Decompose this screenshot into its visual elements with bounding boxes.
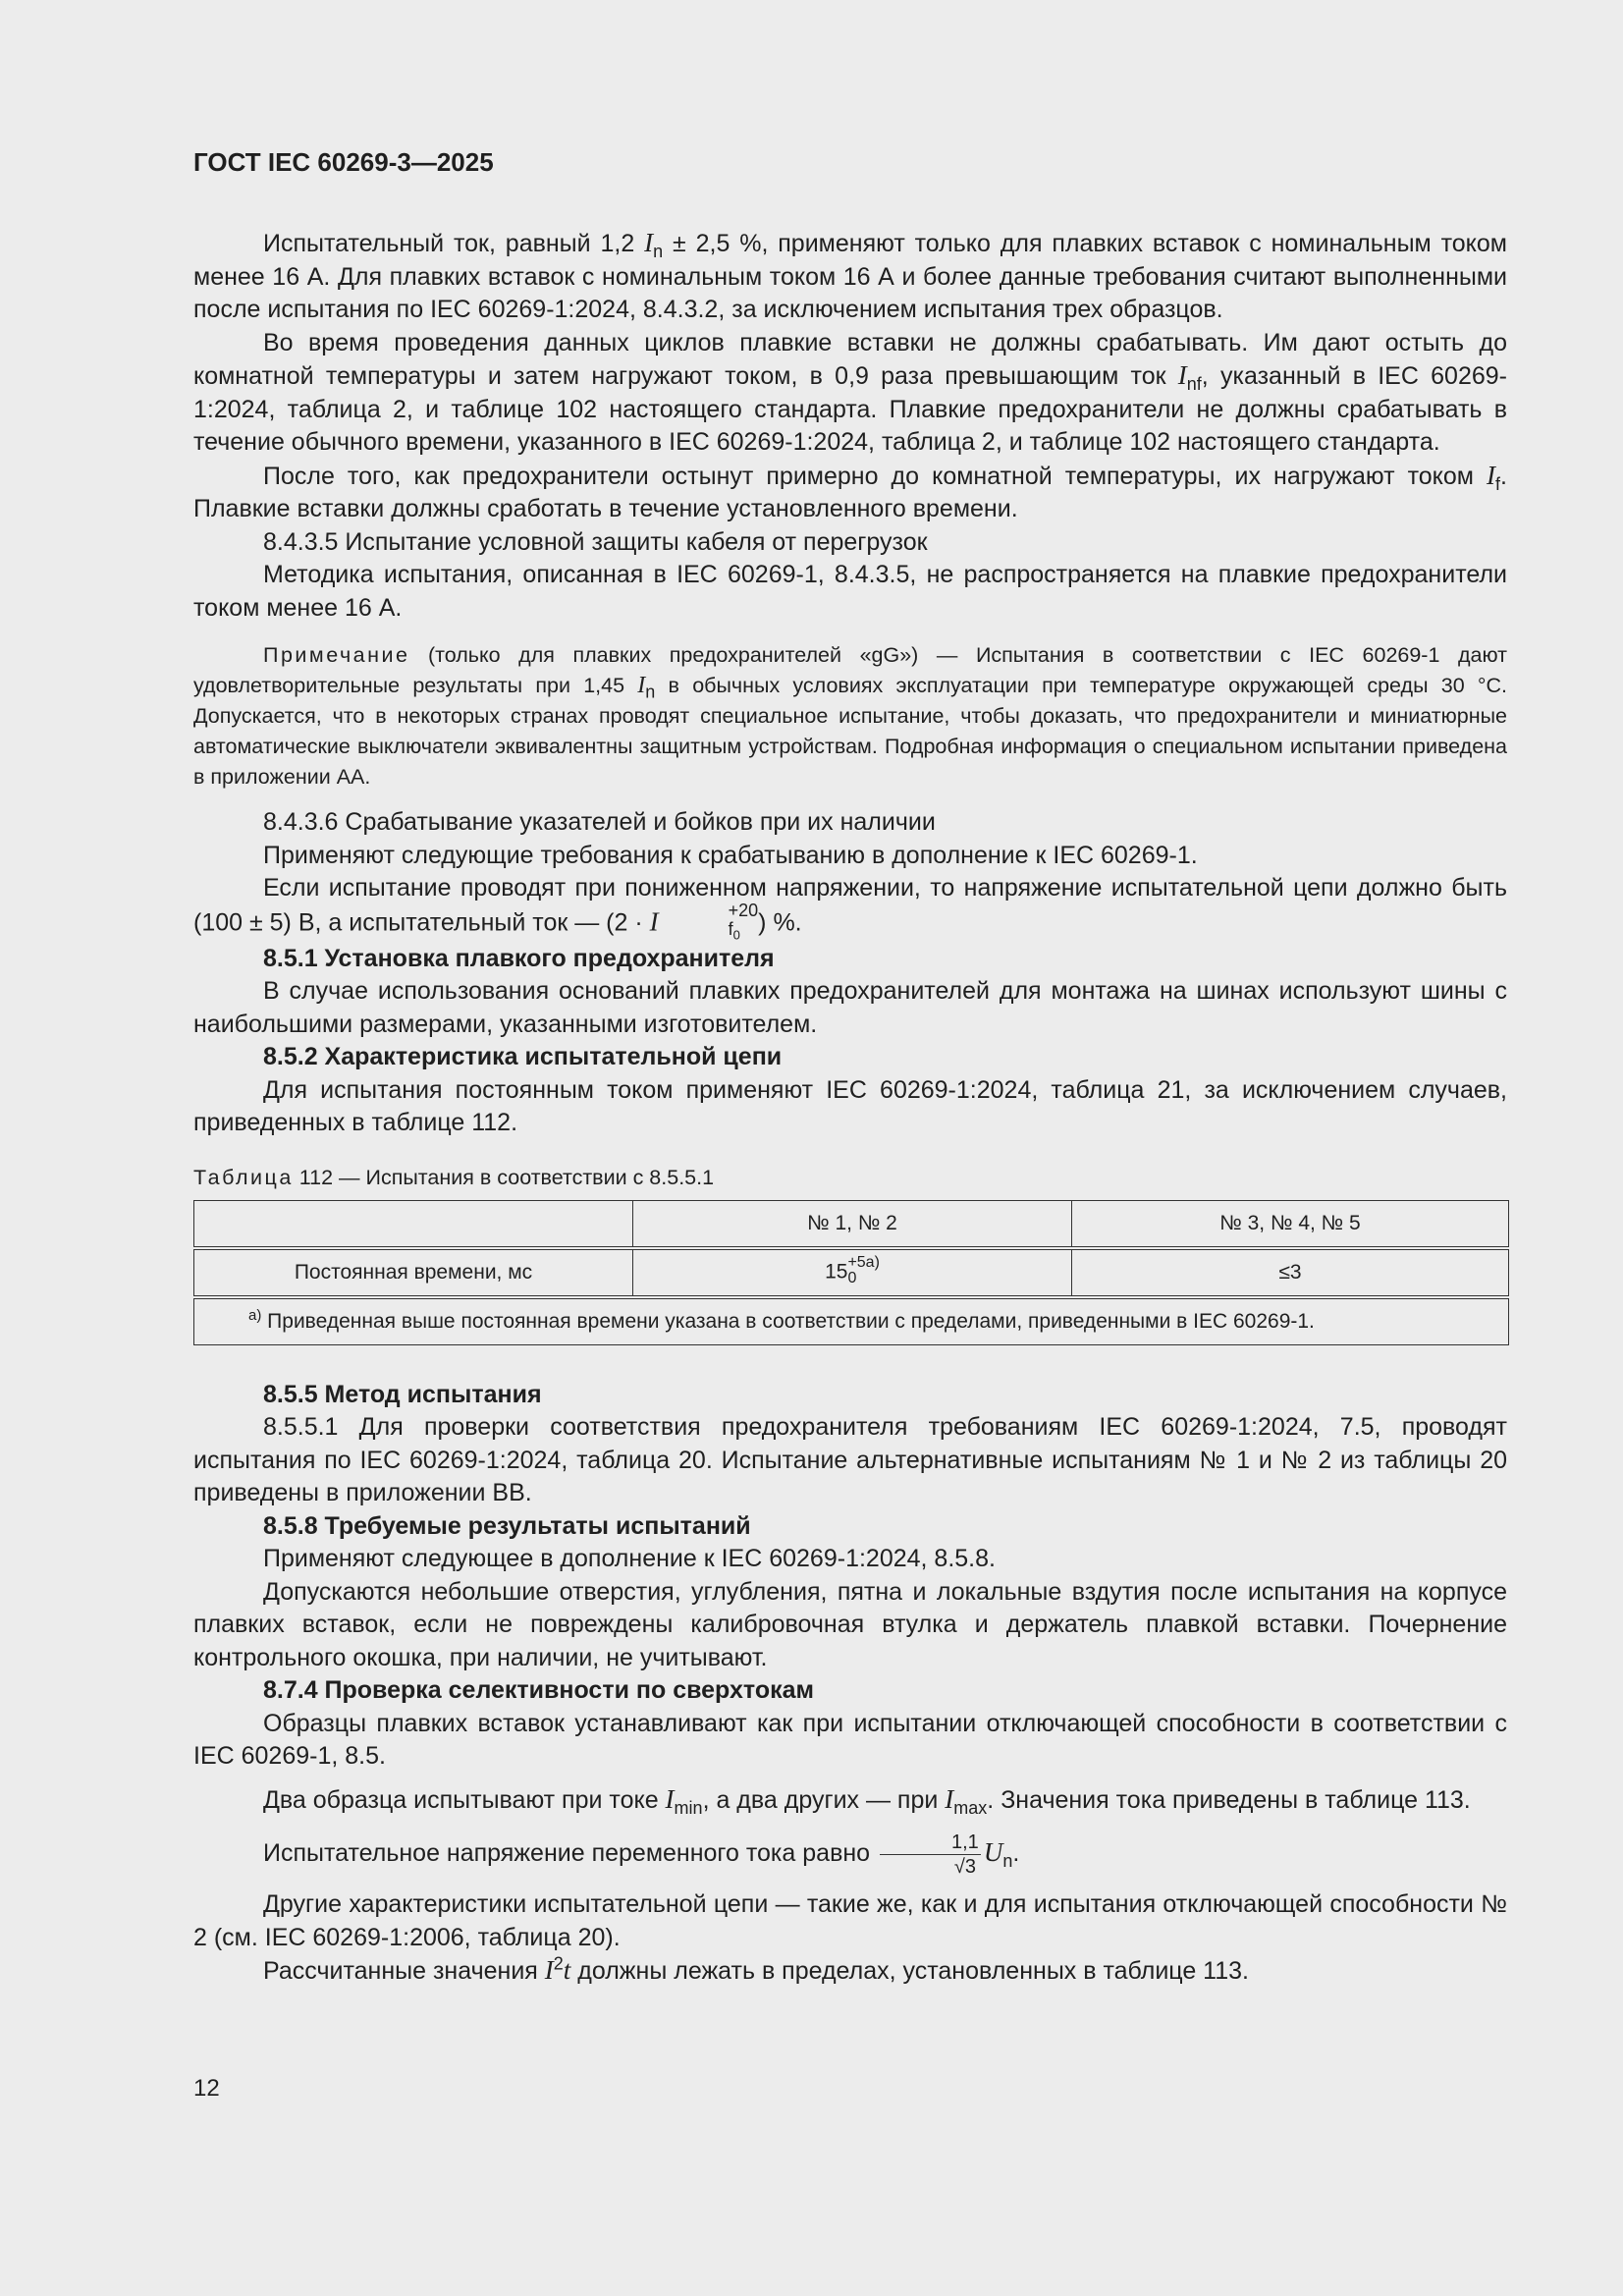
table-row — [194, 1248, 1509, 1297]
table-footnote-row — [194, 1297, 1509, 1345]
section-heading-874: 8.7.4 Проверка селективности по сверхтокам — [263, 1676, 814, 1704]
paragraph: После того, как предохранители остынут примерно до комнатной температуры, их нагружают током $I_f$. Плавкие вставки должны сработать в течение установленного времени. — [193, 460, 1507, 522]
table-row-label: Постоянная времени, мс — [194, 1248, 633, 1297]
table-header-row — [194, 1200, 1509, 1248]
paragraph: Испытательный ток, равный 1,2 $I_n \pm 2,5$ %, применяют только для плавких вставок с номинальным током менее 16 А. Для плавких вставок с номинальным током 16 А и более данные требования считают выполненными после испытания по IEC 60269-1:2024, 8.4.3.2, за исключением испытания трех образцов. — [193, 228, 1507, 323]
table-cell: ≤3 — [1072, 1248, 1509, 1297]
section-heading-851: 8.5.1 Установка плавкого предохранителя — [263, 944, 775, 972]
table-cell: 15 +5а) 0 — [633, 1248, 1072, 1297]
section-heading-855: 8.5.5 Метод испытания — [263, 1380, 542, 1408]
section-heading-8435: 8.4.3.5 Испытание условной защиты кабеля от перегрузок — [263, 527, 928, 556]
paragraph: Рассчитанные значения $I^2t$ должны лежать в пределах, установленных в таблице 113. — [263, 1953, 1249, 1985]
paragraph: Во время проведения данных циклов плавкие вставки не должны срабатывать. Им дают остыть до комнатной температуры и затем нагружают током, в 0,9 раза превышающим ток $I_{nf}$, указанный в IEC 60269-1:2024, таблица 2, и таблице 102 настоящего стандарта. Плавкие предохранители не должны срабатывать в течение обычного времени, указанного в IEC 60269-1:2024, таблица 2, и таблице 102 настоящего стандарта. — [193, 328, 1507, 456]
table-footnote: $^{а)}$ Приведенная выше постоянная времени указана в соответствии с пределами, приведенными в IEC 60269-1. — [194, 1297, 1509, 1345]
page-number: 12 — [193, 2075, 220, 2102]
table-header-cell: № 3, № 4, № 5 — [1072, 1200, 1509, 1248]
paragraph: 8.5.5.1 Для проверки соответствия предохранителя требованиям IEC 60269-1:2024, 7.5, проводят испытания по IEC 60269-1:2024, таблица 20. Испытание альтернативные испытаниям № 1 и № 2 из таблицы 20 приведены в приложении ВВ. — [193, 1413, 1507, 1506]
paragraph: Два образца испытывают при токе $I_{min}$, а два других — при $I_{max}$. Значения тока приведены в таблице 113. — [263, 1783, 1471, 1818]
paragraph: Применяют следующее в дополнение к IEC 60269-1:2024, 8.5.8. — [263, 1545, 996, 1572]
paragraph: Другие характеристики испытательной цепи — такие же, как и для испытания отключающей способности № 2 (см. IEC 60269-1:2006, таблица 20). — [193, 1890, 1507, 1951]
paragraph: Применяют следующие требования к срабатыванию в дополнение к IEC 60269-1. — [263, 841, 1198, 869]
document-page — [193, 147, 1507, 1989]
fraction: $\frac{1,1}{√3}$ — [880, 1831, 981, 1879]
paragraph: Если испытание проводят при пониженном напряжении, то напряжение испытательной цепи должно быть (100 ± 5) В, а испытательный ток — (2 · I +20 $f_0$ ) %. — [193, 874, 1507, 943]
paragraph: Методика испытания, описанная в IEC 60269-1, 8.4.3.5, не распространяется на плавкие предохранители током менее 16 А. — [193, 561, 1507, 622]
section-heading-852: 8.5.2 Характеристика испытательной цепи — [263, 1043, 783, 1070]
paragraph: Допускаются небольшие отверстия, углубления, пятна и локальные вздутия после испытания на корпусе плавких вставок, если не повреждены калибровочная втулка и держатель плавкой вставки. Почернение контрольного окошка, при наличии, не учитывают. — [193, 1577, 1507, 1671]
table-cell-empty — [194, 1200, 633, 1248]
paragraph: Для испытания постоянным током применяют IEC 60269-1:2024, таблица 21, за исключением случаев, приведенных в таблице 112. — [193, 1075, 1507, 1136]
formula-script: +20 $f_0$ — [728, 900, 759, 943]
note-label: Примечание — [263, 643, 410, 667]
section-heading-8436: 8.4.3.6 Срабатывание указателей и бойков при их наличии — [263, 808, 936, 836]
note: Примечание (только для плавких предохранителей «gG») — Испытания в соответствии с IEC 60269-1 дают удовлетворительные результаты при 1,45 $I_n$ в обычных условиях эксплуатации при температуре окружающей среды 30 °С. Допускается, что в некоторых странах проводят специальное испытание, чтобы доказать, что предохранители и миниатюрные автоматические выключатели эквивалентны защитным устройствам. Подробная информация о специальном испытании приведена в приложении АА. — [193, 643, 1507, 789]
section-heading-858: 8.5.8 Требуемые результаты испытаний — [263, 1511, 751, 1540]
table-caption: Таблица 112 — Испытания в соответствии с 8.5.5.1 — [193, 1165, 715, 1189]
table-112 — [193, 1200, 1509, 1345]
table-header-cell: № 1, № 2 — [633, 1200, 1072, 1248]
paragraph: В случае использования оснований плавких предохранителей для монтажа на шинах используют шины с наибольшими размерами, указанными изготовителем. — [193, 977, 1507, 1038]
document-header: ГОСТ IEC 60269-3—2025 — [193, 147, 494, 177]
paragraph-formula: Испытательное напряжение переменного тока равно $\frac{1,1}{√3}$ $U_n$. — [263, 1831, 1020, 1878]
paragraph: Образцы плавких вставок устанавливают как при испытании отключающей способности в соответствии с IEC 60269-1, 8.5. — [193, 1709, 1507, 1770]
